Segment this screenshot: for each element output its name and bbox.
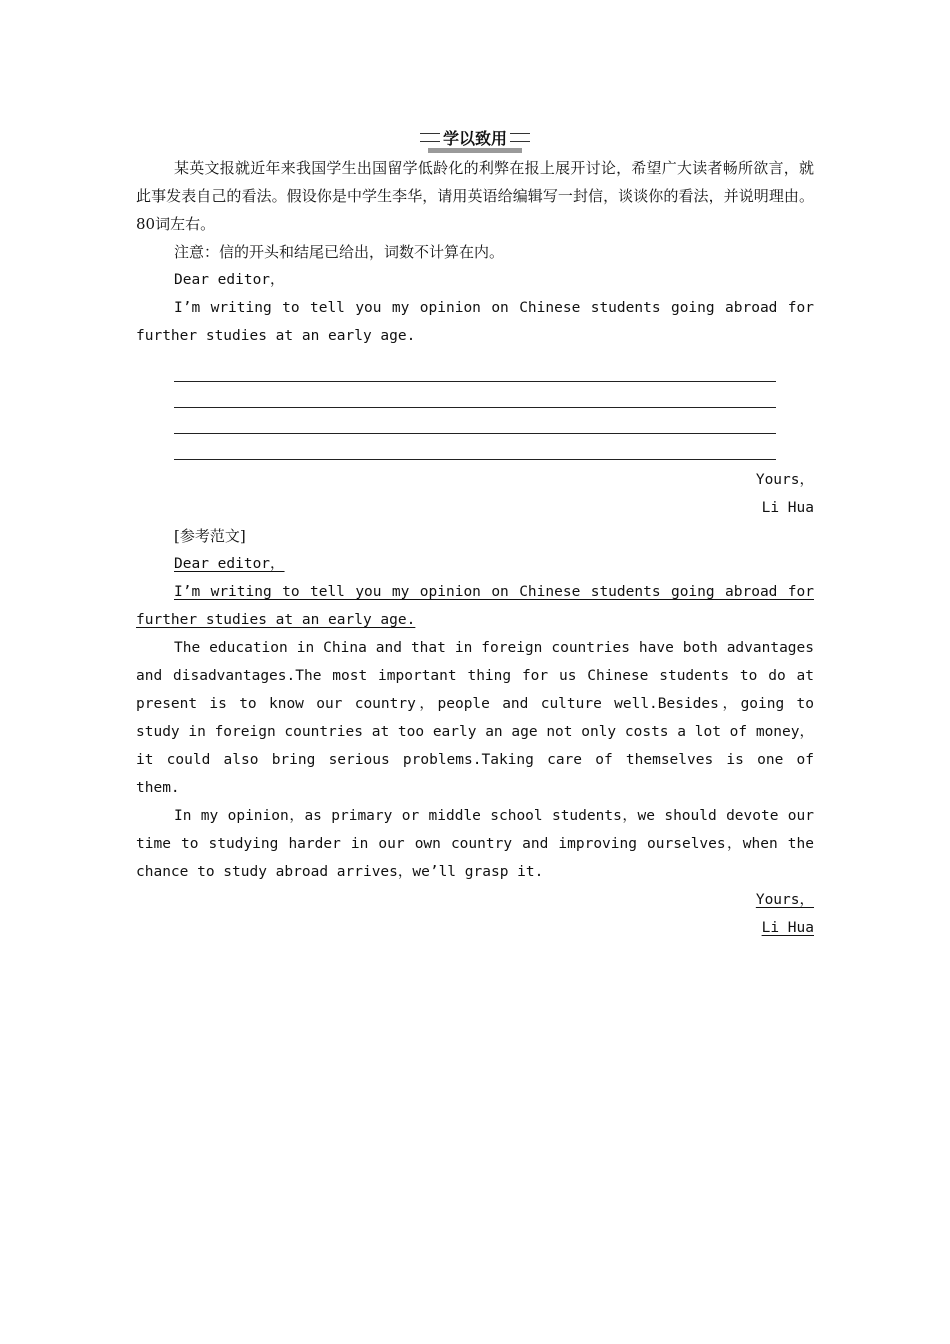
document-page (136, 124, 814, 942)
reference-greeting-line (136, 550, 814, 578)
reference-closing: Yours， (755, 892, 814, 908)
reference-opening: I’m writing to tell you my opinion on Chinese students going abroad for further studies at an early age. (136, 584, 814, 628)
answer-writing-lines (174, 356, 776, 460)
reference-opening-line (136, 578, 814, 634)
task-prompt: 某英文报就近年来我国学生出国留学低龄化的利弊在报上展开讨论，希望广大读者畅所欲言，就此事发表自己的看法。假设你是中学生李华，请用英语给编辑写一封信，谈谈你的看法，并说明理由。80词左右。 (136, 159, 814, 233)
title-right-decoration (510, 133, 530, 142)
task-note: 注意：信的开头和结尾已给出，词数不计算在内。 (174, 243, 505, 261)
task-opening: I’m writing to tell you my opinion on Chinese students going abroad for further studies at an early age. (136, 300, 814, 344)
task-signature: Li Hua (761, 500, 814, 516)
task-greeting: Dear editor， (174, 272, 285, 288)
reference-signature: Li Hua (761, 920, 814, 936)
reference-closing-line (136, 886, 814, 914)
title-left-decoration (420, 133, 440, 142)
writing-line (174, 356, 776, 382)
reference-greeting: Dear editor， (174, 556, 285, 572)
reference-signature-line (136, 914, 814, 942)
reference-paragraph-1: The education in China and that in foreign countries have both advantages and disadvantages.The most important thing for us Chinese students to do at present is to know our country，people and culture well.Besides，going to study in foreign countries at too early an age not only costs a lot of money，it could also bring serious problems.Taking care of themselves is one of them. (136, 640, 814, 796)
writing-line (174, 408, 776, 434)
title-underline-bar (428, 148, 522, 153)
section-title-banner (136, 124, 814, 150)
writing-line (174, 434, 776, 460)
task-closing: Yours， (755, 472, 814, 488)
section-title-box (414, 126, 536, 149)
reference-paragraph-2: In my opinion，as primary or middle school students，we should devote our time to studying harder in our own country and improving ourselves，when the chance to study abroad arrives，we’ll grasp it. (136, 808, 814, 880)
reference-heading: [参考范文] (174, 527, 246, 545)
writing-line (174, 382, 776, 408)
section-title: 学以致用 (442, 128, 507, 148)
